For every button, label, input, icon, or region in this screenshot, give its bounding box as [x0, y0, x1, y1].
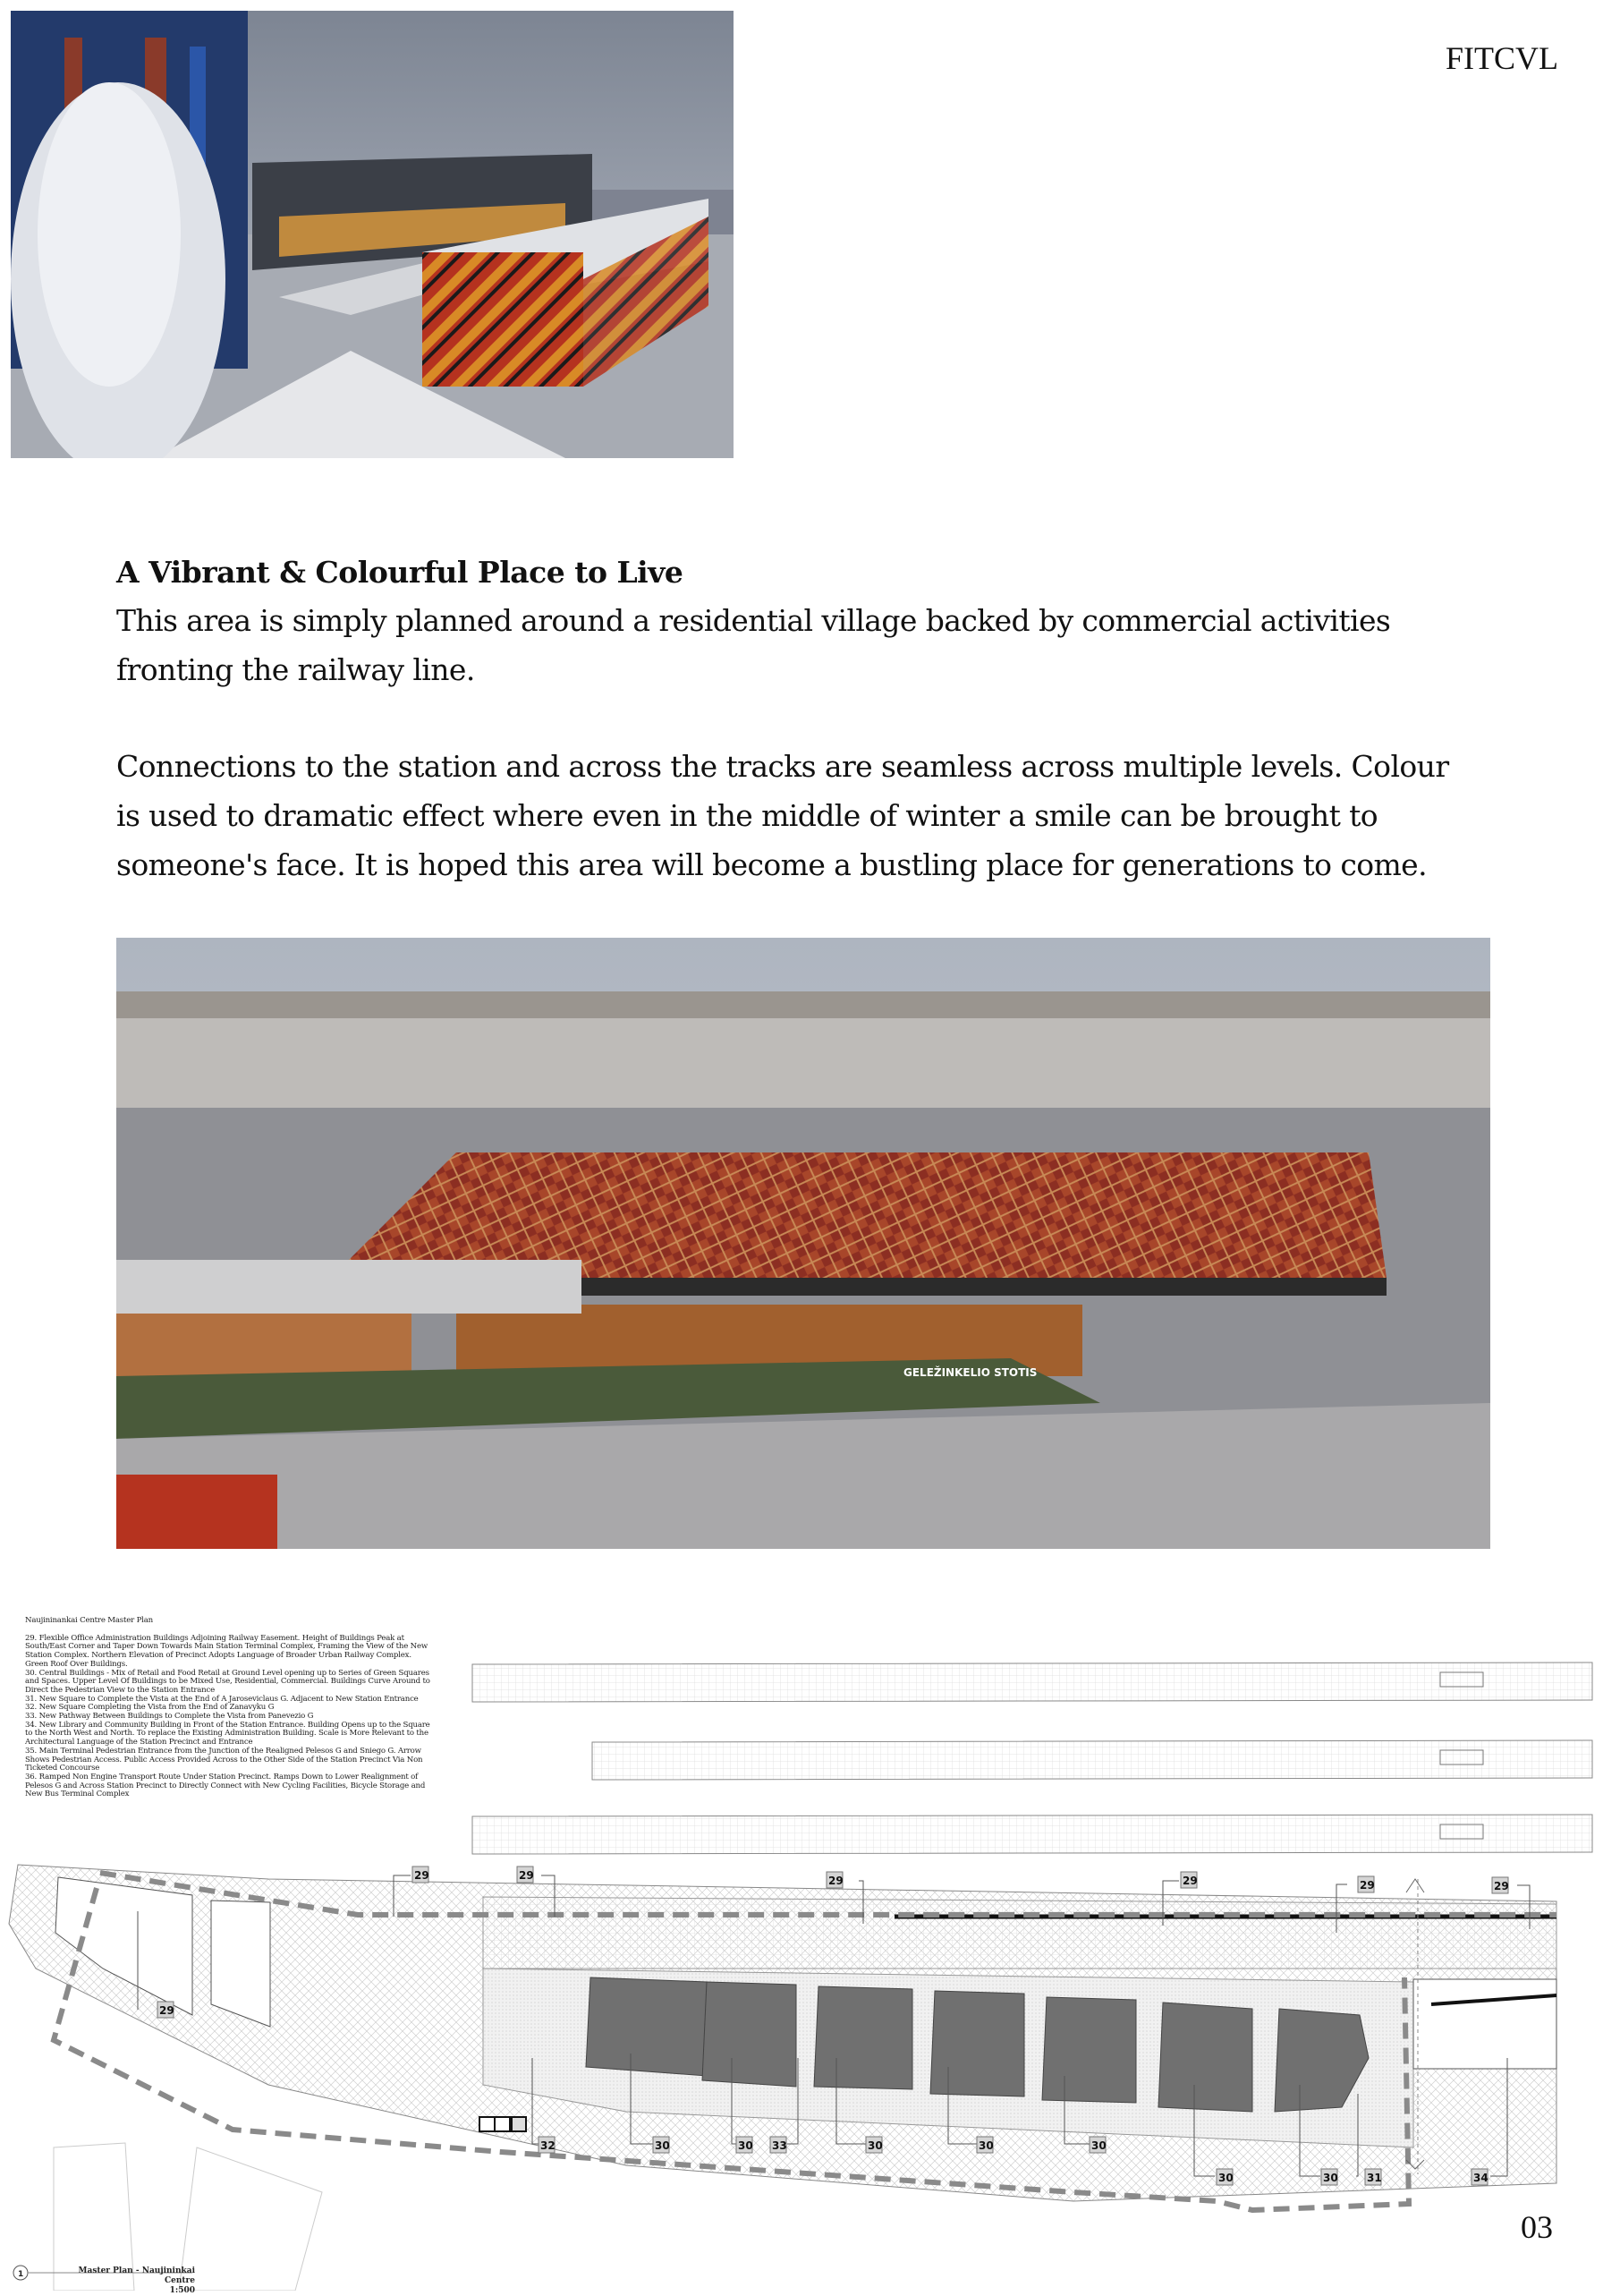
plan-tag: [827, 1872, 844, 1888]
drawing-caption-scale: 1:500: [169, 2286, 195, 2295]
svg-text:30: 30: [655, 2139, 670, 2152]
page-number: 03: [1521, 2209, 1553, 2245]
plan-tag: [977, 2137, 994, 2153]
plan-tag: [539, 2137, 556, 2153]
svg-text:34: 34: [1473, 2172, 1488, 2184]
svg-text:30: 30: [979, 2139, 994, 2152]
article-paragraph: This area is simply planned around a residential village backed by commercial activities fronting the railway line.: [116, 603, 1391, 687]
drawing-caption: [63, 2266, 195, 2296]
plan-tag: [1217, 2169, 1234, 2185]
plan-note: 30. Central Buildings - Mix of Retail and Food Retail at Ground Level opening up to Series of Green Squares and Spaces. Upper Level Of Buildings to be Mixed Use, Residential, Commercial. Buildings Curve Around to Direct the Pedestrian View to the Station Entrance: [25, 1668, 430, 1695]
article: [116, 555, 1476, 889]
plan-tag: [1090, 2137, 1107, 2153]
svg-text:30: 30: [1218, 2172, 1234, 2184]
svg-text:29: 29: [414, 1869, 429, 1882]
plan-tag: [1472, 2169, 1488, 2185]
station-signage: GELEŽINKELIO STOTIS: [903, 1366, 1038, 1379]
svg-text:29: 29: [1360, 1879, 1375, 1892]
plan-tag: [1181, 1872, 1198, 1888]
site-plan: [9, 1865, 1556, 2291]
svg-text:29: 29: [159, 2004, 174, 2017]
hero-render-station: [116, 938, 1490, 1549]
plan-tag: [1321, 2169, 1338, 2185]
plan-note: 34. New Library and Community Building in Front of the Station Entrance. Building Opens up to the Square to the North West and North. To replace the Existing Administration Building. Scale is More Relevant to the Architectural Language of the Station Precinct and Entrance: [25, 1720, 430, 1748]
svg-text:31: 31: [1367, 2172, 1382, 2184]
svg-text:33: 33: [772, 2139, 787, 2152]
plan-note: 35. Main Terminal Pedestrian Entrance from the Junction of the Realigned Pelesos G and Sniego G. Arrow Shows Pedestrian Access. Public Access Provided Across to the Other Side of the Station Precinct Via Non Ticketed Concourse: [25, 1746, 423, 1773]
plan-tag: [866, 2137, 883, 2153]
svg-text:32: 32: [540, 2139, 556, 2152]
plan-tag: [736, 2137, 753, 2153]
plan-tag: [1365, 2169, 1382, 2185]
svg-text:29: 29: [828, 1875, 844, 1887]
plan-note: 32. New Square Completing the Vista from the End of Zanavyku G: [25, 1703, 275, 1713]
plan-tag: [770, 2137, 787, 2153]
drawing-caption-title: Master Plan - Naujininkai Centre: [78, 2266, 195, 2285]
plan-notes-title: Naujininankai Centre Master Plan: [25, 1616, 153, 1625]
plan-tag: [517, 1867, 534, 1883]
svg-text:29: 29: [1183, 1875, 1198, 1887]
plan-tag: [412, 1867, 429, 1883]
plan-note: 33. New Pathway Between Buildings to Complete the Vista from Panevezio G: [25, 1712, 314, 1722]
plan-note: 31. New Square to Complete the Vista at the End of A Jaroseviclaus G. Adjacent to New Station Entrance: [25, 1694, 419, 1704]
svg-text:30: 30: [1323, 2172, 1338, 2184]
svg-text:30: 30: [738, 2139, 753, 2152]
plan-note: 29. Flexible Office Administration Buildings Adjoining Railway Easement. Height of Buildings Peak at South/East Corner and Taper Down Towards Main Station Terminal Complex, Framing the View of the New Station Complex. Northern Elevation of Precinct Adopts Language of Broader Urban Railway Complex. Green Roof Over Buildings.: [25, 1633, 428, 1669]
hero-render-market-halls: [11, 11, 734, 458]
svg-text:30: 30: [868, 2139, 883, 2152]
plan-tag: [1358, 1876, 1375, 1892]
master-plan-drawing: [0, 1646, 1603, 2291]
plan-tag: [1492, 1877, 1509, 1893]
plan-note: 36. Ramped Non Engine Transport Route Under Station Precinct. Ramps Down to Lower Realignment of Pelesos G and Across Station Precinct to Directly Connect with New Cycling Facilities, Bicycle Storage and New Bus Terminal Complex: [25, 1772, 426, 1799]
plan-tag: [653, 2137, 670, 2153]
svg-text:29: 29: [1494, 1880, 1509, 1892]
plan-tag: [157, 2002, 174, 2018]
brand-mark: FITCVL: [1446, 40, 1558, 76]
article-heading: A Vibrant & Colourful Place to Live: [116, 555, 683, 590]
drawing-number: 1: [18, 2270, 24, 2279]
rail-track-strips: [472, 1662, 1592, 1854]
article-paragraph: Connections to the station and across the tracks are seamless across multiple levels. Colour is used to dramatic effect where even in the middle of winter a smile can be brought to someone's face. It is hoped this area will become a bustling place for generations to come.: [116, 749, 1449, 882]
svg-text:30: 30: [1091, 2139, 1107, 2152]
svg-text:29: 29: [519, 1869, 534, 1882]
